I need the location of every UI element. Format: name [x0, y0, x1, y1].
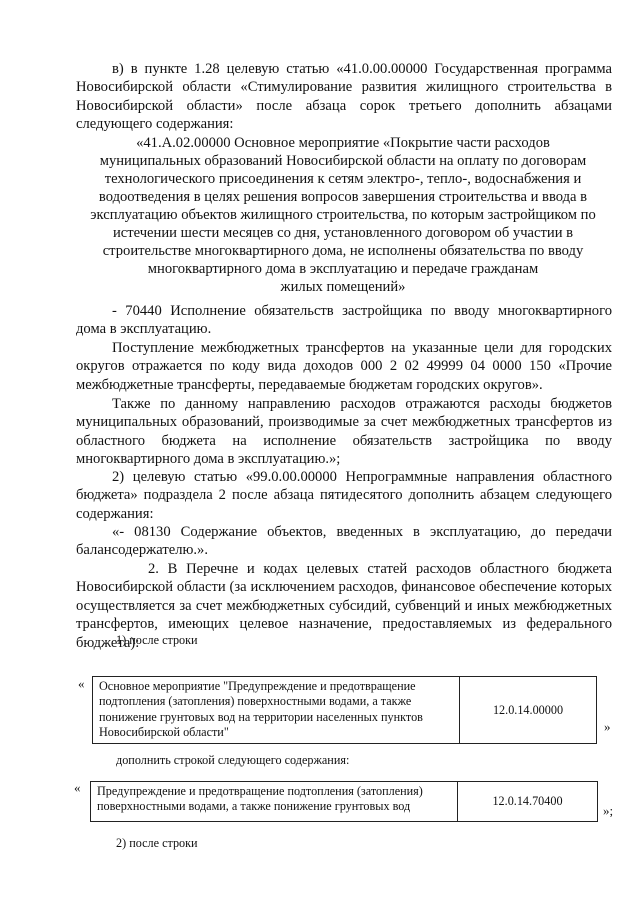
row-name-cell: Основное мероприятие "Предупреждение и предотвращение подтопления (затопления) поверхностными водами, а также понижение грунтовых вод на территории населенных пунктов Новосибирской области": [93, 677, 460, 743]
paragraph-08130: «- 08130 Содержание объектов, введенных в эксплуатацию, до передачи балансодержателю.».: [76, 524, 612, 559]
row-name-cell: Предупреждение и предотвращение подтопления (затопления) поверхностными водами, а также понижение грунтовых вод: [91, 782, 458, 821]
heading-line: водоотведения в целях решения вопросов завершения строительства и ввода в: [98, 189, 588, 205]
paragraph-income: Поступление межбюджетных трансфертов на указанные цели для городских округов отражается по коду вида доходов 000 2 02 49999 04 0000 150 «Прочие межбюджетные трансферты, передаваемые бюджетам городских округов».: [76, 340, 612, 393]
paragraph-v: в) в пункте 1.28 целевую статью «41.0.00.00000 Государственная программа Новосибирской области «Стимулирование развития жилищного строительства в Новосибирской области» после абзаца сорок третьего дополнить абзацами следующего содержания:: [76, 61, 612, 133]
paragraph-also: Также по данному направлению расходов отражаются расходы бюджетов муниципальных образований, производимые за счет межбюджетных трансфертов из областного бюджета на исполнение обязательств застройщика по вводу многоквартирного дома в эксплуатацию.»;: [76, 396, 612, 468]
open-quote-2: «: [74, 780, 81, 795]
row-code-cell: 12.0.14.00000: [492, 702, 564, 717]
paragraph-2: 2) целевую статью «99.0.00.00000 Непрограммные направления областного бюджета» подраздела 2 после абзаца пятидесятого дополнить абзацем следующего содержания:: [76, 469, 612, 522]
add-row-instruction: дополнить строкой следующего содержания:: [116, 753, 350, 767]
heading-line: жилых помещений»: [280, 279, 406, 295]
after-row-1: 1) после строки: [116, 633, 198, 647]
table-row-new: [90, 781, 598, 822]
heading-line: технологического присоединения к сетям электро-, тепло-, водоснабжения и: [104, 171, 582, 187]
open-quote-1: «: [78, 676, 85, 691]
heading-line: «41.А.02.00000 Основное мероприятие «Покрытие части расходов: [136, 135, 550, 151]
close-quote-1: »: [604, 719, 611, 734]
row-code-cell: 12.0.14.70400: [492, 794, 563, 808]
after-row-2: 2) после строки: [116, 836, 198, 850]
paragraph-70440: - 70440 Исполнение обязательств застройщика по вводу многоквартирного дома в эксплуатацию.: [76, 303, 612, 338]
heading-line: истечении шести месяцев со дня, установленного договором об участии в: [112, 225, 574, 241]
heading-line: многоквартирного дома в эксплуатацию и передаче гражданам: [147, 261, 539, 277]
paragraph-section-2: 2. В Перечне и кодах целевых статей расходов областного бюджета Новосибирской области (за исключением расходов, финансовое обеспечение которых осуществляется за счет межбюджетных субсидий, субвенций и иных межбюджетных трансфертов, имеющих целевое назначение, предоставляемых из федерального бюджета):: [76, 561, 612, 651]
heading-line: эксплуатацию объектов жилищного строительства, по которым застройщиком по: [90, 207, 596, 223]
heading-line: строительстве многоквартирного дома, не исполнены обязательства по вводу: [102, 243, 584, 259]
close-quote-2: »;: [603, 803, 614, 818]
heading-line: муниципальных образований Новосибирской области на оплату по договорам: [99, 153, 587, 169]
table-row-existing: [92, 676, 597, 744]
